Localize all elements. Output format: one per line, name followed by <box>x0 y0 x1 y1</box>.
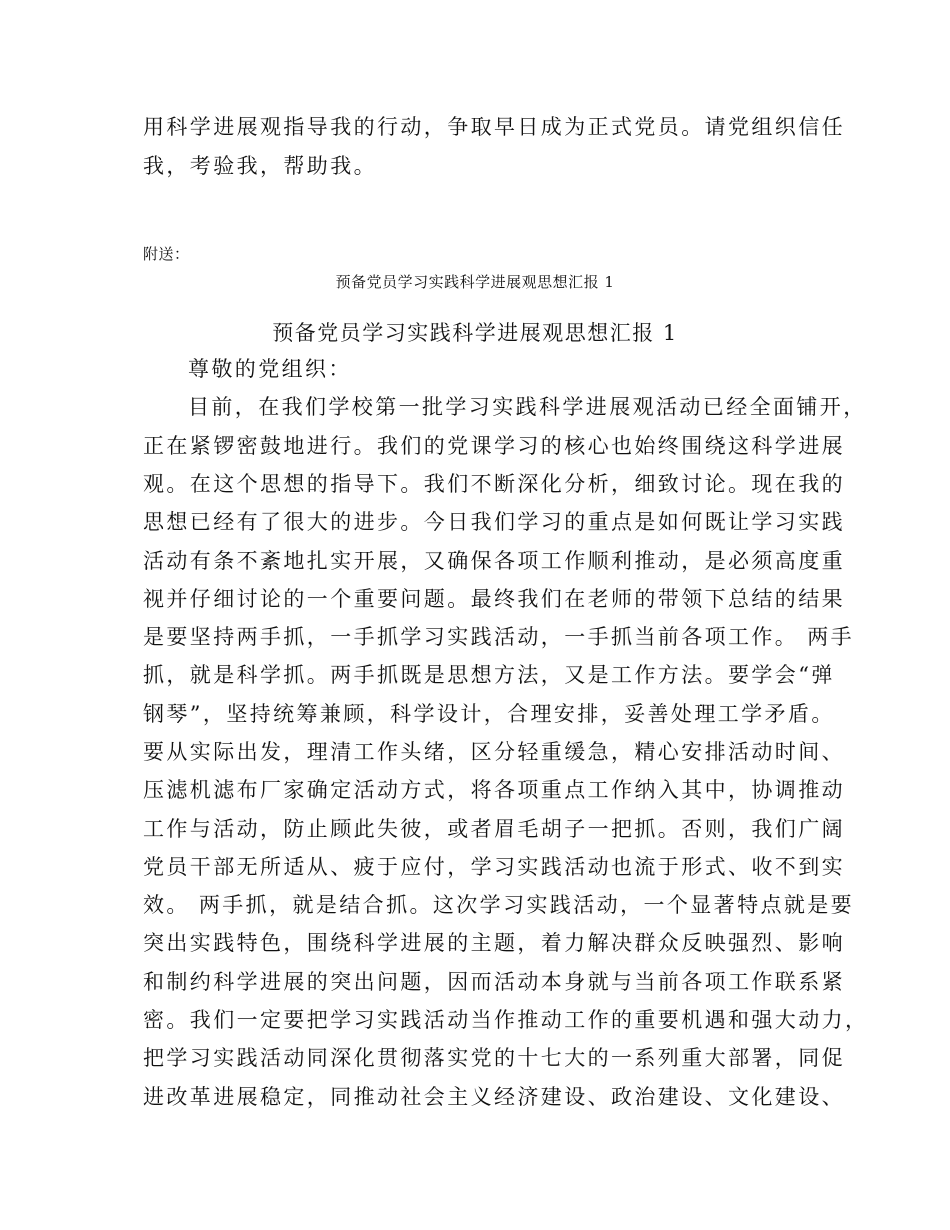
report-line: 把学习实践活动同深化贯彻落实党的十七大的一系列重大部署，同促 <box>143 1046 845 1070</box>
report-line: 突出实践特色，围绕科学进展的主题，着力解决群众反映强烈、影响 <box>143 931 845 955</box>
attachment-small-title: 预备党员学习实践科学进展观思想汇报 1 <box>335 273 615 291</box>
intro-line-1: 用科学进展观指导我的行动，争取早日成为正式党员。请党组织信任 <box>143 115 845 139</box>
report-line: 工作与活动，防止顾此失彼，或者眉毛胡子一把抓。否则，我们广阔 <box>143 817 845 841</box>
report-line: 思想已经有了很大的进步。今日我们学习的重点是如何既让学习实践 <box>143 510 845 534</box>
report-line: 效。 两手抓，就是结合抓。这次学习实践活动，一个显著特点就是要 <box>143 893 855 917</box>
report-line: 是要坚持两手抓，一手抓学习实践活动，一手抓当前各项工作。 两手 <box>143 625 855 649</box>
report-line: 正在紧锣密鼓地进行。我们的党课学习的核心也始终围绕这科学进展 <box>143 434 845 458</box>
report-line: 观。在这个思想的指导下。我们不断深化分析，细致讨论。现在我的 <box>143 472 845 496</box>
report-line: 压滤机滤布厂家确定活动方式，将各项重点工作纳入其中，协调推动 <box>143 778 845 802</box>
report-line: 党员干部无所适从、疲于应付，学习实践活动也流于形式、收不到实 <box>143 855 845 879</box>
intro-line-2: 我，考验我，帮助我。 <box>143 154 377 178</box>
report-salutation: 尊敬的党组织： <box>188 357 352 381</box>
report-line: 要从实际出发，理清工作头绪，区分轻重缓急，精心安排活动时间、 <box>143 740 845 764</box>
report-line: 活动有条不紊地扎实开展，又确保各项工作顺利推动，是必须高度重 <box>143 549 845 573</box>
report-line: 目前，在我们学校第一批学习实践科学进展观活动已经全面铺开， <box>188 395 867 419</box>
report-line: 视并仔细讨论的一个重要问题。最终我们在老师的带领下总结的结果 <box>143 587 845 611</box>
report-line: 进改革进展稳定，同推动社会主义经济建设、政治建设、文化建设、 <box>143 1085 845 1109</box>
report-title: 预备党员学习实践科学进展观思想汇报 1 <box>272 321 678 345</box>
report-line: 抓，就是科学抓。两手抓既是思想方法，又是工作方法。要学会“弹 <box>143 663 835 687</box>
report-line: 钢琴”，坚持统筹兼顾，科学设计，合理安排，妥善处理工学矛盾。 <box>143 702 835 726</box>
attachment-label: 附送： <box>143 245 190 263</box>
report-line: 密。我们一定要把学习实践活动当作推动工作的重要机遇和强大动力， <box>143 1008 869 1032</box>
report-line: 和制约科学进展的突出问题，因而活动本身就与当前各项工作联系紧 <box>143 970 845 994</box>
